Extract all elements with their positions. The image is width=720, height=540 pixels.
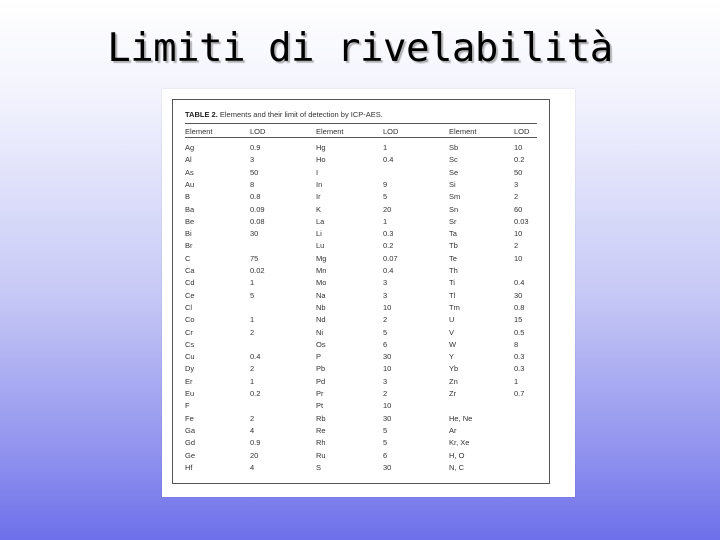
cell-lod-c: 0.3: [514, 352, 525, 362]
table-row: [173, 437, 551, 449]
cell-element-b: In: [316, 179, 323, 189]
table-header-rule: [185, 137, 537, 138]
cell-element-a: Au: [185, 179, 195, 189]
cell-lod-b: 0.2: [383, 241, 394, 251]
cell-lod-a: 3: [250, 155, 255, 165]
cell-element-c: Tb: [449, 241, 458, 251]
cell-lod-b: 3: [383, 290, 388, 300]
cell-lod-a: 2: [250, 327, 255, 337]
cell-element-c: Yb: [449, 364, 459, 374]
cell-element-a: Br: [185, 241, 193, 251]
cell-lod-c: 1: [514, 376, 519, 386]
cell-element-a: Cd: [185, 278, 195, 288]
cell-element-b: Ir: [316, 192, 321, 202]
cell-element-b: Mn: [316, 266, 327, 275]
cell-lod-c: 0.03: [514, 216, 529, 226]
cell-lod-c: 3: [514, 179, 519, 189]
cell-element-b: Lu: [316, 241, 325, 251]
cell-lod-c: 60: [514, 204, 523, 214]
cell-lod-b: 5: [383, 192, 388, 202]
cell-lod-a: 2: [250, 413, 255, 423]
table-caption: [185, 110, 383, 119]
slide-title: Limiti di rivelabilità: [107, 26, 613, 71]
cell-lod-b: 0.07: [383, 253, 398, 263]
cell-lod-b: 5: [383, 327, 388, 337]
table-row: [173, 179, 551, 191]
cell-element-c: N, C: [449, 462, 464, 472]
cell-lod-b: 3: [383, 278, 388, 288]
cell-lod-b: 6: [383, 339, 388, 349]
header-lod-1: LOD: [250, 127, 266, 136]
cell-lod-b: 30: [383, 462, 392, 472]
cell-lod-a: 75: [250, 253, 259, 263]
cell-element-c: Te: [449, 253, 457, 263]
cell-element-b: Ni: [316, 327, 324, 337]
cell-element-b: Os: [316, 339, 326, 349]
cell-lod-c: 0.3: [514, 364, 525, 374]
header-element-1: Element: [185, 127, 213, 136]
table-row: [173, 450, 551, 462]
cell-element-c: Sc: [449, 155, 458, 165]
cell-element-b: Nb: [316, 302, 326, 312]
cell-lod-b: 20: [383, 204, 392, 214]
cell-element-c: Zr: [449, 389, 457, 398]
header-element-3: Element: [449, 127, 477, 136]
header-lod-3: LOD: [514, 127, 530, 136]
cell-element-c: Ar: [449, 425, 457, 435]
table-row: [173, 191, 551, 203]
table-frame: [172, 99, 550, 484]
cell-element-b: Li: [316, 229, 322, 239]
cell-element-c: Zn: [449, 376, 458, 386]
cell-element-a: Ba: [185, 204, 195, 214]
cell-lod-c: 30: [514, 290, 523, 300]
cell-element-b: Pb: [316, 364, 326, 374]
cell-lod-c: 2: [514, 241, 519, 251]
cell-lod-b: 2: [383, 315, 388, 325]
cell-element-c: Sr: [449, 216, 457, 226]
lod-table-image: [162, 89, 575, 497]
table-row: [173, 265, 551, 277]
cell-element-c: Tm: [449, 302, 460, 312]
cell-lod-c: 50: [514, 167, 523, 177]
cell-lod-b: 10: [383, 401, 392, 411]
table-row: [173, 154, 551, 166]
cell-element-b: K: [316, 204, 322, 214]
cell-element-c: Th: [449, 266, 458, 275]
cell-element-a: As: [185, 167, 194, 177]
table-row: [173, 167, 551, 179]
cell-element-b: Ho: [316, 155, 326, 165]
cell-lod-b: 1: [383, 216, 388, 226]
cell-lod-b: 30: [383, 413, 392, 423]
cell-element-c: Tl: [449, 290, 456, 300]
cell-lod-c: 10: [514, 253, 523, 263]
cell-lod-b: 6: [383, 450, 388, 460]
table-row: [173, 302, 551, 314]
cell-lod-c: 0.4: [514, 278, 525, 288]
cell-lod-b: 1: [383, 143, 388, 152]
table-row: [173, 425, 551, 437]
cell-element-a: Cs: [185, 339, 195, 349]
cell-element-a: F: [185, 401, 190, 411]
cell-lod-b: 2: [383, 389, 388, 398]
cell-element-a: Ge: [185, 450, 196, 460]
cell-lod-a: 0.08: [250, 216, 265, 226]
cell-element-a: B: [185, 192, 191, 202]
cell-element-b: Na: [316, 290, 326, 300]
cell-lod-b: 10: [383, 364, 392, 374]
cell-element-b: Hg: [316, 143, 326, 152]
cell-element-b: Nd: [316, 315, 326, 325]
table-row: [173, 142, 551, 154]
cell-lod-c: 0.5: [514, 327, 525, 337]
cell-lod-b: 5: [383, 425, 388, 435]
cell-element-b: Re: [316, 425, 326, 435]
table-row: [173, 351, 551, 363]
cell-element-c: V: [449, 327, 455, 337]
cell-element-b: Pr: [316, 389, 324, 398]
cell-element-b: Mg: [316, 253, 327, 263]
table-caption-label: TABLE 2.: [185, 110, 218, 119]
header-element-2: Element: [316, 127, 344, 136]
cell-element-b: Rb: [316, 413, 326, 423]
cell-element-a: Al: [185, 155, 192, 165]
table-row: [173, 376, 551, 388]
cell-lod-c: 8: [514, 339, 519, 349]
cell-lod-c: 0.7: [514, 389, 525, 398]
cell-element-a: Gd: [185, 438, 196, 448]
cell-lod-c: 0.8: [514, 302, 525, 312]
cell-lod-a: 0.4: [250, 352, 261, 362]
cell-element-c: U: [449, 315, 455, 325]
cell-element-c: H, O: [449, 450, 465, 460]
cell-lod-b: 3: [383, 376, 388, 386]
cell-element-c: Ta: [449, 229, 457, 239]
table-row: [173, 253, 551, 265]
cell-element-a: Dy: [185, 364, 195, 374]
cell-element-a: Bi: [185, 229, 192, 239]
cell-element-a: Fe: [185, 413, 194, 423]
cell-element-c: Ti: [449, 278, 455, 288]
table-row: [173, 240, 551, 252]
cell-lod-b: 9: [383, 179, 388, 189]
cell-element-c: Sb: [449, 143, 459, 152]
cell-lod-b: 5: [383, 438, 388, 448]
table-row: [173, 216, 551, 228]
cell-element-a: Hf: [185, 462, 193, 472]
cell-element-a: Be: [185, 216, 195, 226]
cell-lod-a: 4: [250, 462, 255, 472]
cell-element-c: Sm: [449, 192, 461, 202]
table-row: [173, 388, 551, 400]
cell-element-b: S: [316, 462, 322, 472]
cell-lod-a: 20: [250, 450, 259, 460]
cell-element-a: Ce: [185, 290, 195, 300]
table-row: [173, 400, 551, 412]
cell-lod-a: 5: [250, 290, 255, 300]
header-lod-2: LOD: [383, 127, 399, 136]
table-row: [173, 290, 551, 302]
cell-element-b: La: [316, 216, 325, 226]
table-row: [173, 413, 551, 425]
cell-element-a: Ga: [185, 425, 196, 435]
cell-lod-c: 2: [514, 192, 519, 202]
cell-element-a: Cu: [185, 352, 195, 362]
cell-element-c: Se: [449, 167, 459, 177]
table-top-rule: [185, 123, 537, 124]
cell-lod-a: 30: [250, 229, 259, 239]
cell-element-c: Y: [449, 352, 455, 362]
cell-lod-a: 0.9: [250, 143, 261, 152]
cell-lod-a: 4: [250, 425, 255, 435]
cell-element-b: Ru: [316, 450, 326, 460]
table-row: [173, 314, 551, 326]
cell-element-b: Pt: [316, 401, 324, 411]
cell-element-b: P: [316, 352, 322, 362]
table-row: [173, 327, 551, 339]
cell-lod-a: 0.8: [250, 192, 261, 202]
cell-lod-b: 0.3: [383, 229, 394, 239]
cell-element-a: Co: [185, 315, 195, 325]
cell-element-b: Mo: [316, 278, 327, 288]
cell-element-b: Rh: [316, 438, 326, 448]
cell-element-a: Er: [185, 376, 193, 386]
cell-element-a: C: [185, 253, 191, 263]
cell-lod-a: 0.9: [250, 438, 261, 448]
cell-lod-b: 0.4: [383, 266, 394, 275]
cell-lod-a: 1: [250, 376, 255, 386]
cell-element-c: He, Ne: [449, 413, 473, 423]
cell-element-c: Sn: [449, 204, 459, 214]
cell-lod-b: 10: [383, 302, 392, 312]
cell-element-a: Ag: [185, 143, 195, 152]
table-row: [173, 339, 551, 351]
cell-lod-a: 1: [250, 315, 255, 325]
cell-element-c: Si: [449, 179, 456, 189]
cell-lod-a: 1: [250, 278, 255, 288]
cell-lod-a: 50: [250, 167, 259, 177]
cell-element-b: I: [316, 167, 319, 177]
cell-lod-a: 0.2: [250, 389, 261, 398]
cell-lod-a: 8: [250, 179, 255, 189]
cell-lod-c: 0.2: [514, 155, 525, 165]
cell-lod-b: 0.4: [383, 155, 394, 165]
cell-lod-c: 10: [514, 229, 523, 239]
cell-lod-a: 0.09: [250, 204, 265, 214]
cell-lod-b: 30: [383, 352, 392, 362]
table-row: [173, 277, 551, 289]
cell-lod-c: 10: [514, 143, 523, 152]
table-row: [173, 462, 551, 474]
cell-lod-a: 0.02: [250, 266, 265, 275]
table-caption-text: Elements and their limit of detection by ICP-AES.: [219, 110, 383, 119]
cell-element-a: Cl: [185, 302, 193, 312]
table-row: [173, 228, 551, 240]
cell-element-c: W: [449, 339, 457, 349]
cell-element-a: Ca: [185, 266, 195, 275]
table-row: [173, 204, 551, 216]
table-row: [173, 363, 551, 375]
cell-element-a: Cr: [185, 327, 193, 337]
cell-lod-c: 15: [514, 315, 523, 325]
cell-element-c: Kr, Xe: [449, 438, 470, 448]
cell-element-a: Eu: [185, 389, 195, 398]
cell-element-b: Pd: [316, 376, 326, 386]
cell-lod-a: 2: [250, 364, 255, 374]
